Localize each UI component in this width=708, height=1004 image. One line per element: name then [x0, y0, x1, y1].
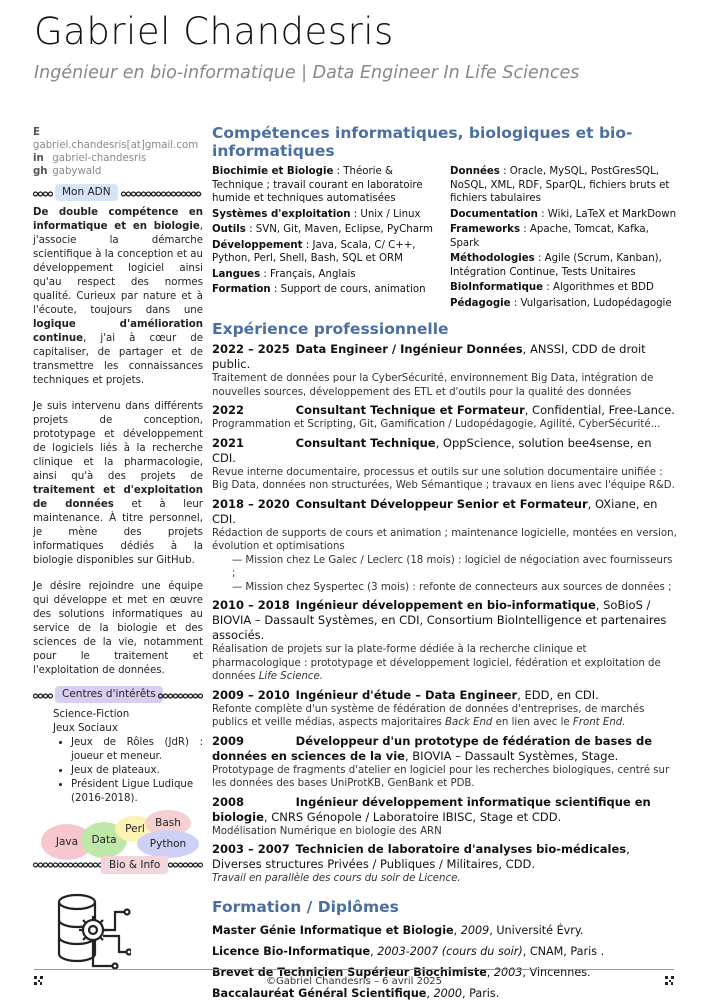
job-missions	[212, 554, 678, 595]
blob-bash: Bash	[145, 810, 191, 836]
interests-heading	[33, 686, 203, 704]
skills-left-col	[212, 165, 440, 312]
interests-title: Centres d'intérêts	[55, 686, 163, 703]
blob-bio-info: Bio & Info	[101, 856, 168, 874]
mission-item: — Mission chez Le Galec / Leclerc (18 mois) : logiciel de négociation avec fournisseurs ;	[232, 554, 673, 579]
job-title: Technicien de laboratoire d'analyses bio-médicales	[295, 842, 627, 856]
job-description: Modélisation Numérique en biologie des ARN	[212, 825, 442, 837]
skills-title: Compétences informatiques, biologiques et bio-informatiques	[212, 124, 633, 160]
job-entry	[212, 734, 678, 791]
dna-wave-icon	[33, 692, 53, 700]
job-description: Programmation et Scripting, Git, Gamification / Ludopédagogie, Agilité, CyberSécurité...	[212, 419, 661, 430]
interest-item: Jeux Sociaux	[53, 723, 118, 734]
skills-grid	[212, 165, 678, 312]
database-gear-icon	[53, 892, 131, 976]
job-entry	[212, 497, 678, 595]
job-period: 2010 – 2018	[212, 598, 290, 612]
job-period: 2009	[212, 733, 245, 748]
job-title: Ingénieur développement informatique scientifique en biologie	[212, 794, 651, 824]
job-entry	[212, 688, 678, 730]
email-key: E	[33, 127, 40, 138]
email-value: gabriel.chandesris[at]gmail.com	[33, 140, 199, 151]
job-title: Ingénieur développement en bio-informatique	[295, 598, 596, 612]
job-title: Data Engineer / Ingénieur Données	[295, 342, 523, 356]
skill-item: Biochimie et Biologie : Théorie & Technique ; travail courant en laboratoire humide et techniques automatisées	[212, 166, 423, 204]
skill-item: Systèmes d'exploitation : Unix / Linux	[212, 208, 421, 220]
job-description: Travail en parallèle des cours du soir de Licence.	[212, 873, 461, 884]
skill-item: Outils : SVN, Git, Maven, Eclipse, PyCharm	[212, 224, 433, 235]
education-title: Formation / Diplômes	[212, 897, 399, 916]
adn-paragraph-1: De double compétence en informatique et en biologie, j'associe la démarche scientifique à la conception et au développement logiciel ainsi qu'au respect des normes qualité. Curieux par nature et à l'écoute, toujours dans une logique d'amélioration continue, j'ai à cœur de capitaliser, de partager et de transmettre les connaissances techniques et projets.	[33, 207, 203, 386]
job-entry	[212, 842, 678, 886]
skill-item: Frameworks : Apache, Tomcat, Kafka, Spark	[450, 224, 649, 249]
experience-title: Expérience professionnelle	[212, 320, 449, 338]
job-title: Ingénieur d'étude – Data Engineer	[295, 687, 518, 702]
job-employer: , OXiane, en CDI.	[212, 496, 658, 526]
contact-linkedin[interactable]	[33, 152, 203, 165]
job-description: Refonte complète d'un système de fédération de données d'entreprises, de marchés publics et veille médias, aspects majoritaires Back End en lien avec le Front End.	[212, 703, 645, 728]
skill-item: Formation : Support de cours, animation	[212, 284, 426, 295]
contact-github[interactable]	[33, 165, 203, 178]
adn-heading	[33, 184, 203, 202]
job-title: Consultant Technique	[295, 435, 436, 450]
github-key: gh	[33, 166, 48, 177]
job-employer: , SoBioS / BIOVIA – Dassault Systèmes, en CDI, Consortium BioIntelligence et partenaires associés.	[212, 598, 667, 642]
job-title: Développeur d'un prototype de fédération de bases de données en sciences de la vie	[212, 733, 653, 763]
interest-item: Science-Fiction	[53, 709, 130, 720]
blob-python: Python	[137, 830, 199, 858]
interest-bullet: • Président Ligue Ludique (2016-2018).	[71, 778, 203, 806]
job-entry	[212, 436, 678, 493]
job-description: Traitement de données pour la CyberSécurité, environnement Big Data, intégration de nouvelles sources, développement des ETL et d'outils pour la qualité des données	[212, 373, 654, 398]
skill-item: Méthodologies : Agile (Scrum, Kanban), Intégration Continue, Tests Unitaires	[450, 253, 662, 278]
job-description: Réalisation de projets sur la plate-forme dédiée à la recherche clinique et pharmacologique : prototypage et développement logiciel, fédération et exploitation de données Life Science.	[212, 644, 661, 682]
job-period: 2003 – 2007	[212, 842, 290, 856]
job-period: 2008	[212, 794, 245, 809]
interests-list	[53, 708, 203, 806]
adn-text	[33, 206, 203, 678]
left-column	[33, 126, 203, 976]
job-employer: , EDD, en CDI.	[517, 687, 599, 702]
blob-java: Java	[41, 824, 93, 860]
interest-bullet: • Jeux de plateaux.	[71, 764, 203, 778]
education-item: Licence Bio-Informatique, 2003-2007 (cours du soir), CNAM, Paris .	[212, 944, 605, 958]
job-entry	[212, 342, 678, 399]
skills-blob-cloud	[33, 816, 203, 876]
job-employer: , OppScience, solution bee4sense, en CDI.	[212, 435, 652, 465]
linkedin-key: in	[33, 153, 44, 164]
adn-paragraph-3: Je désire rejoindre une équipe qui développe et met en œuvre des solutions informatiques au service de la biologie et des sciences de la vie, notamment pour le traitement et l'exploitation de données.	[33, 581, 203, 676]
job-entry	[212, 403, 678, 432]
skill-item: BioInformatique : Algorithmes et BDD	[450, 282, 654, 293]
job-employer: , Confidential, Free-Lance.	[524, 403, 675, 417]
job-description: Prototypage de fragments d'atelier en logiciel pour les recherches biologiques, centré sur les données des bases UniProtKB, GenBank et PDB.	[212, 764, 670, 789]
education-item: Master Génie Informatique et Biologie, 2009, Université Évry.	[212, 923, 584, 937]
interest-bullets	[53, 736, 203, 806]
dna-wave-right-icon	[158, 692, 203, 700]
skill-item: Langues : Français, Anglais	[212, 268, 356, 280]
job-entry	[212, 795, 678, 839]
education-item: Baccalauréat Général Scientifique, 2000, Paris.	[212, 986, 500, 1000]
job-title: Consultant Développeur Senior et Formateur	[295, 496, 588, 511]
footer-text: ©Gabriel Chandesris – 6 avril 2025	[265, 976, 443, 987]
job-employer: , ANSSI, CDD de droit public.	[212, 342, 646, 371]
job-employer: , Diverses structures Privées / Publiques / Militaires, CDD.	[212, 842, 630, 871]
job-description: Revue interne documentaire, processus et outils sur une solution documentaire unifiée : Big Data, données non structurées, Web Sémantique ; travaux en liens avec l'équipe R&D.	[212, 466, 675, 491]
cv-subtitle: Ingénieur en bio-informatique | Data Engineer In Life Sciences	[34, 63, 580, 83]
skill-item: Développement : Java, Scala, C/ C++, Python, Perl, Shell, Bash, SQL et ORM	[212, 239, 416, 264]
education-list	[212, 920, 678, 1004]
adn-title: Mon ADN	[55, 184, 118, 201]
education-item: Brevet de Technicien Supérieur Biochimiste, 2003, Vincennes.	[212, 965, 591, 979]
skill-item: Pédagogie : Vulgarisation, Ludopédagogie	[450, 297, 672, 309]
skill-item: Documentation : Wiki, LaTeX et MarkDown	[450, 208, 677, 220]
dna-wave-right-icon	[121, 190, 203, 198]
job-period: 2021	[212, 435, 245, 450]
job-description: Rédaction de supports de cours et animation ; maintenance logicielle, montées en version, évolution et optimisations	[212, 527, 677, 552]
page-footer	[34, 969, 674, 990]
adn-paragraph-2: Je suis intervenu dans différents projets de conception, prototypage et développement de logiciels liés à la recherche clinique et la pharmacologie, ainsi qu'à des projets de traitement et d'exploitation de données et à leur maintenance. À titre personnel, je mène des projets informatiques dédiés à la biologie disponibles sur GitHub.	[33, 401, 203, 566]
contact-block	[33, 126, 203, 178]
right-column	[212, 124, 678, 1004]
mission-item: — Mission chez Syspertec (3 mois) : refonte de connecteurs aux sources de données ;	[232, 581, 672, 593]
job-employer: , CNRS Génopole / Laboratoire IBISC, Stage et CDD.	[263, 809, 562, 824]
skill-item: Données : Oracle, MySQL, PostGresSQL, NoSQL, XML, RDF, SparQL, fichiers bruts et fichiers tabulaires	[450, 166, 670, 204]
job-title: Consultant Technique et Formateur	[295, 403, 525, 417]
qr-code-icon	[665, 976, 674, 985]
linkedin-value: gabriel-chandesris	[52, 153, 147, 164]
job-period: 2018 – 2020	[212, 496, 290, 511]
cv-name: Gabriel Chandesris	[34, 10, 394, 53]
job-period: 2022	[212, 403, 245, 417]
job-entry	[212, 598, 678, 684]
github-value: gabywald	[52, 166, 102, 177]
job-period: 2009 – 2010	[212, 687, 290, 702]
blob-perl: Perl	[115, 816, 155, 842]
dna-wave-icon	[33, 190, 53, 198]
blob-data: Data	[81, 822, 127, 858]
job-employer: , BIOVIA – Dassault Systèmes, Stage.	[404, 748, 619, 763]
contact-email[interactable]	[33, 126, 203, 152]
job-period: 2022 – 2025	[212, 342, 290, 356]
skills-right-col	[450, 165, 678, 312]
interest-bullet: • Jeux de Rôles (JdR) : joueur et meneur.	[71, 736, 203, 764]
